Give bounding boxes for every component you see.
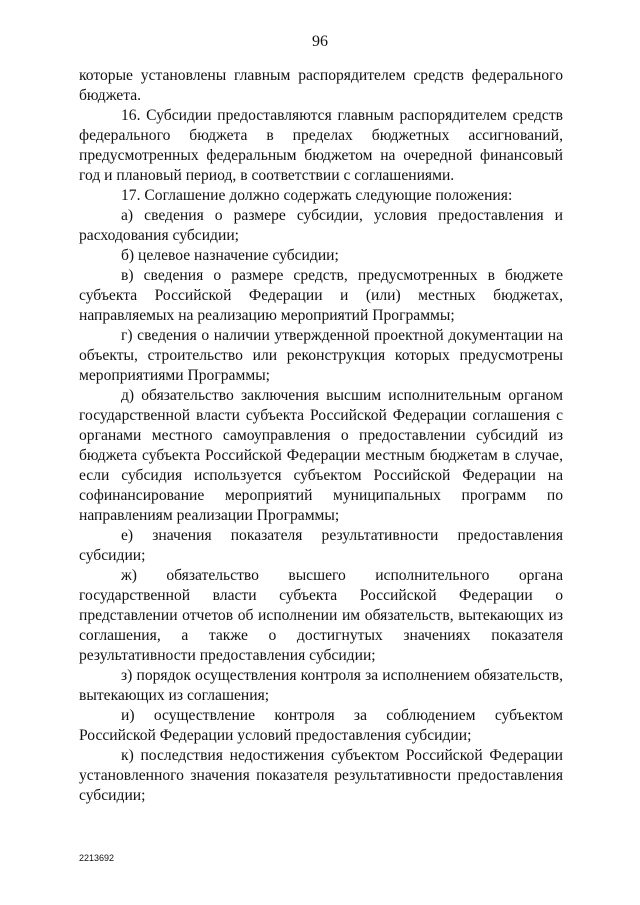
clause-e: е) значения показателя результативности предоставления субсидии; <box>79 527 563 564</box>
clause-zh: ж) обязательство высшего исполнительного органа государственной власти субъекта Российской Федерации о представлении отчетов об исполнении им обязательств, вытекающих из соглашения, а также о достигнутых значениях показателя результативности предоставления субсидии; <box>79 567 563 664</box>
clause-z: з) порядок осуществления контроля за исполнением обязательств, вытекающих из соглашения; <box>79 667 563 704</box>
clause-b: б) целевое назначение субсидии; <box>121 247 339 264</box>
document-body <box>79 66 563 806</box>
paragraph-17: 17. Соглашение должно содержать следующие положения: <box>121 187 513 204</box>
clause-k: к) последствия недостижения субъектом Российской Федерации установленного значения показателя результативности предоставления субсидии; <box>79 747 563 804</box>
paragraph-continuation: которые установлены главным распорядителем средств федерального бюджета. <box>79 67 563 104</box>
clause-g: г) сведения о наличии утвержденной проектной документации на объекты, строительство или реконструкция которых предусмотрены мероприятиями Программы; <box>79 327 563 384</box>
paragraph-16: 16. Субсидии предоставляются главным распорядителем средств федерального бюджета в пределах бюджетных ассигнований, предусмотренных федеральным бюджетом на очередной финансовый год и плановый период, в соответствии с соглашениями. <box>79 107 563 184</box>
clause-a: а) сведения о размере субсидии, условия предоставления и расходования субсидии; <box>79 207 563 244</box>
page-number: 96 <box>312 33 328 50</box>
clause-d: д) обязательство заключения высшим исполнительным органом государственной власти субъекта Российской Федерации соглашения с органами местного самоуправления о предоставлении субсидий из бюджета субъекта Российской Федерации местным бюджетам в случае, если субсидия используется субъектом Российской Федерации на софинансирование мероприятий муниципальных программ по направлениям реализации Программы; <box>79 387 563 524</box>
clause-v: в) сведения о размере средств, предусмотренных в бюджете субъекта Российской Федерации и (или) местных бюджетах, направляемых на реализацию мероприятий Программы; <box>79 267 563 324</box>
document-code: 2213692 <box>79 853 115 863</box>
clause-i: и) осуществление контроля за соблюдением субъектом Российской Федерации условий предоставления субсидии; <box>79 707 563 744</box>
